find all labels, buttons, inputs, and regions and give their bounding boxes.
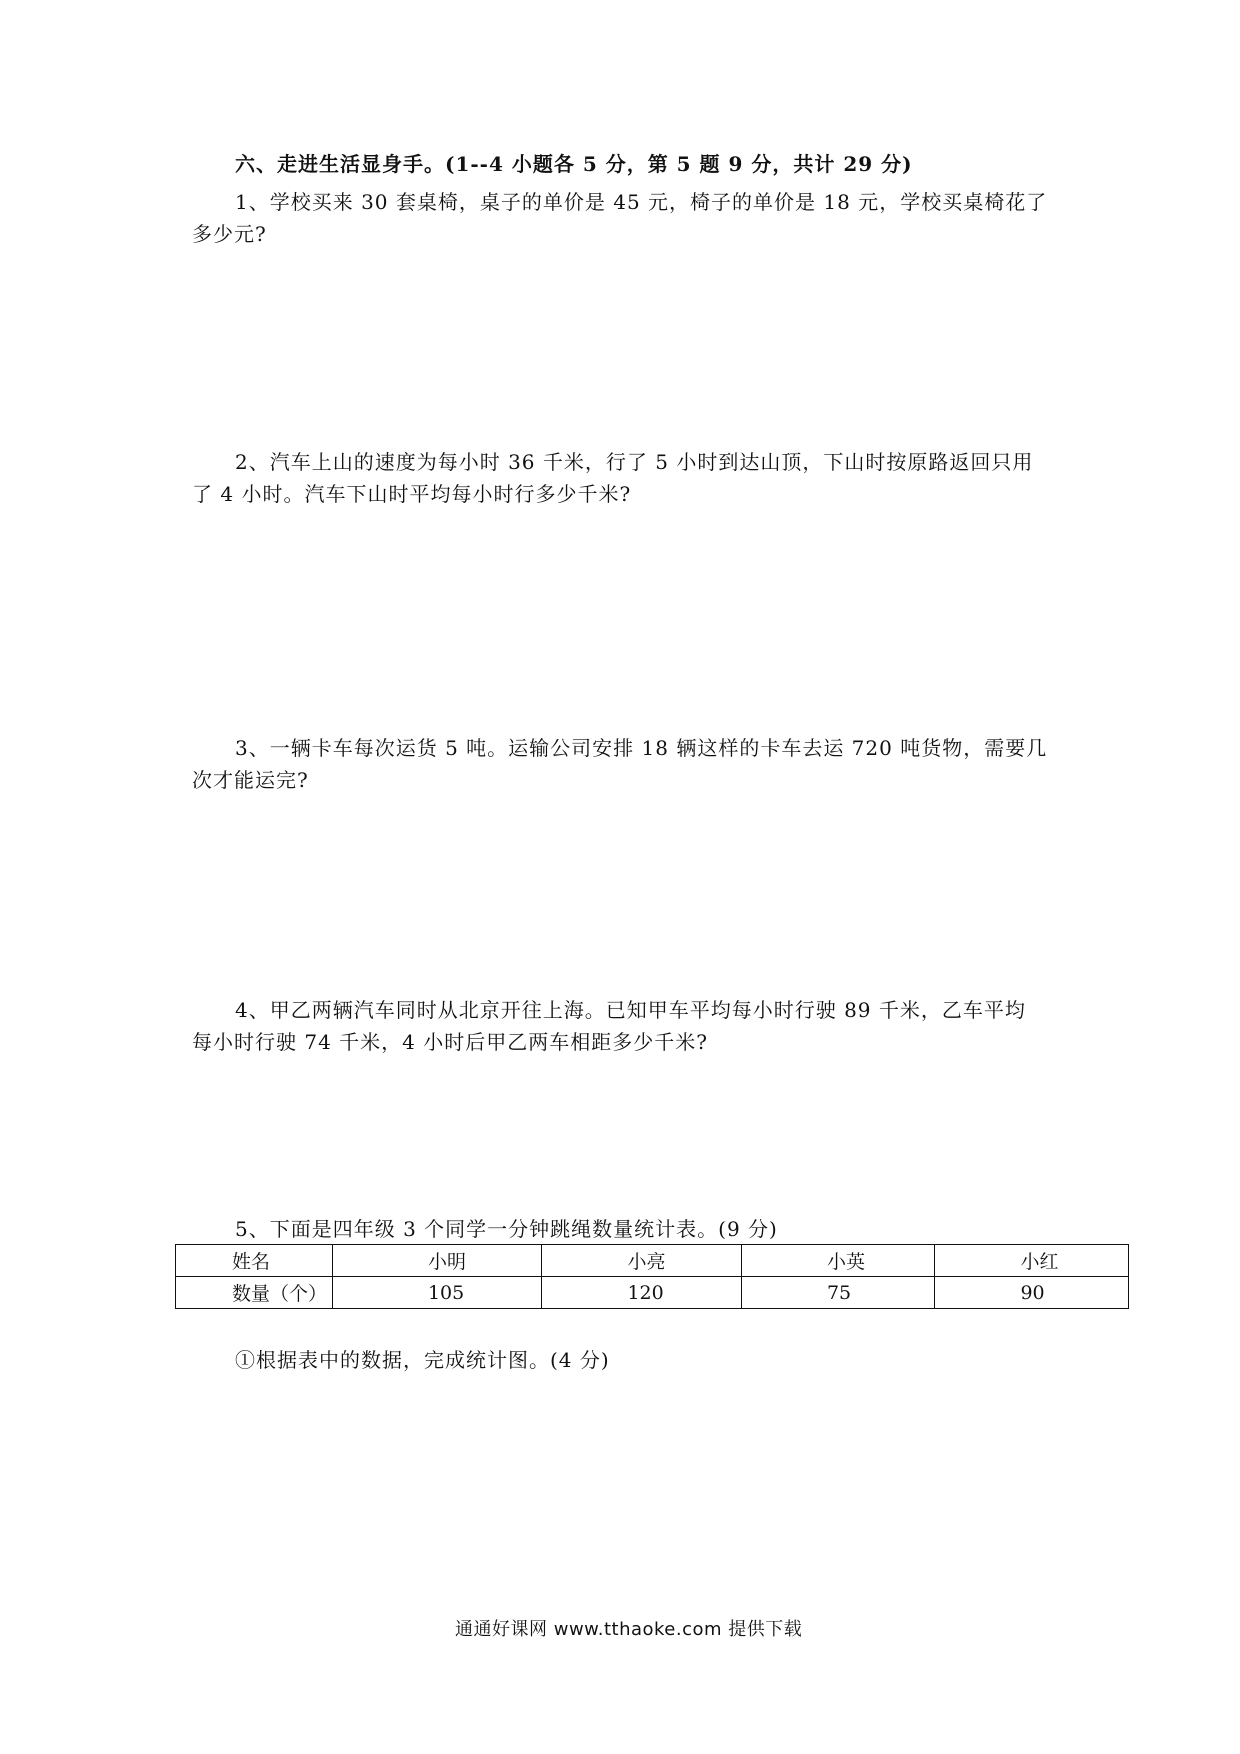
table-header-label: 姓名 [176,1245,333,1277]
question-1-line-1: 1、学校买来 30 套桌椅，桌子的单价是 45 元，椅子的单价是 18 元，学校买桌椅花了 [235,190,1048,214]
table-row [176,1277,1129,1309]
question-1-line-2: 多少元? [192,222,267,246]
section-heading: 六、走进生活显身手。(1--4 小题各 5 分，第 5 题 9 分，共计 29 分) [235,152,913,176]
question-2-line-2: 了 4 小时。汽车下山时平均每小时行多少千米? [192,482,632,506]
question-5-text: 5、下面是四年级 3 个同学一分钟跳绳数量统计表。(9 分) [235,1217,778,1241]
table-row-label: 数量（个） [176,1277,333,1309]
table-value-cell: 120 [542,1277,741,1309]
table-name-cell: 小英 [741,1245,935,1277]
footer-watermark: 通通好课网 www.tthaoke.com 提供下载 [455,1619,803,1640]
question-4-line-2: 每小时行驶 74 千米，4 小时后甲乙两车相距多少千米? [192,1030,708,1054]
table-value-cell: 105 [332,1277,541,1309]
table-value-cell: 90 [935,1277,1129,1309]
question-2-line-1: 2、汽车上山的速度为每小时 36 千米，行了 5 小时到达山顶，下山时按原路返回只用 [235,450,1034,474]
table-name-cell: 小红 [935,1245,1129,1277]
question-3-line-1: 3、一辆卡车每次运货 5 吨。运输公司安排 18 辆这样的卡车去运 720 吨货物，需要几 [235,736,1048,760]
table-name-cell: 小明 [332,1245,541,1277]
question-4-line-1: 4、甲乙两辆汽车同时从北京开往上海。已知甲车平均每小时行驶 89 千米，乙车平均 [235,998,1026,1022]
table-header-row [176,1245,1129,1277]
question-3-line-2: 次才能运完? [192,768,309,792]
table-name-cell: 小亮 [542,1245,741,1277]
table-value-cell: 75 [741,1277,935,1309]
sub-question-1: ①根据表中的数据，完成统计图。(4 分) [235,1348,610,1372]
rope-skipping-table [175,1244,1129,1309]
